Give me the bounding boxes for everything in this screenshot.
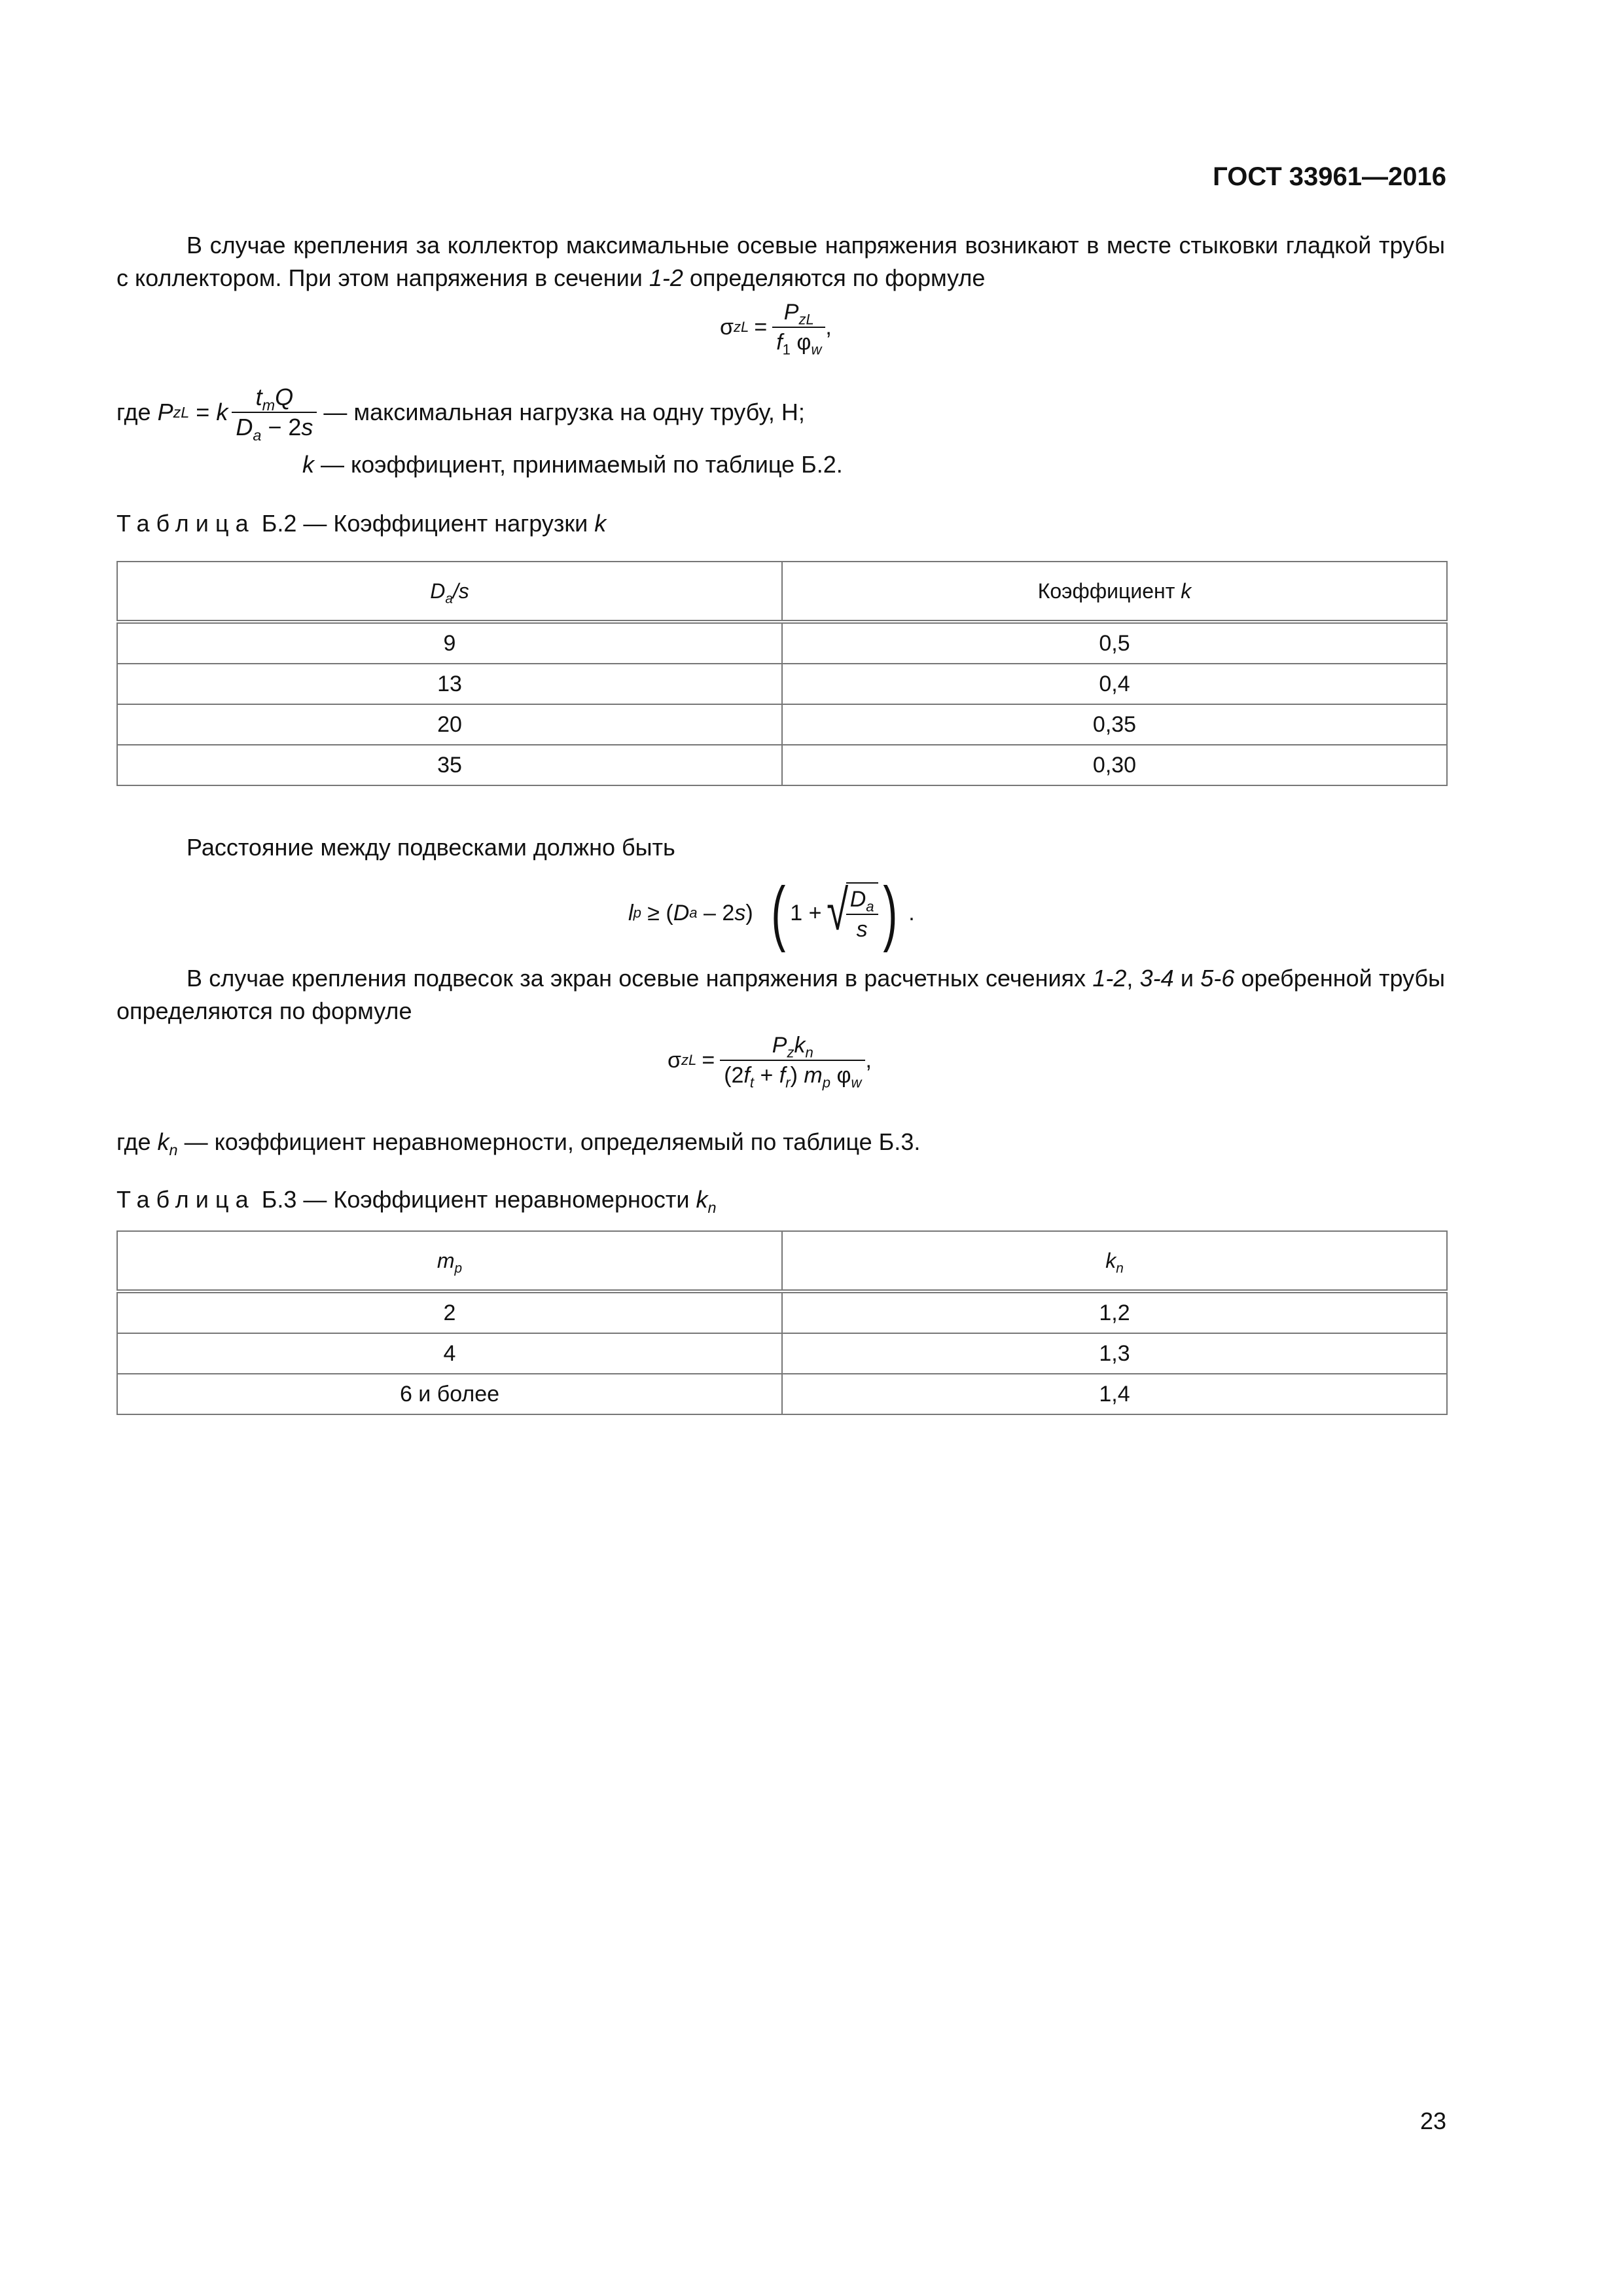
column-header-da-s: $D_a/s$: [117, 562, 782, 622]
table-row: 35 0,30: [117, 745, 1447, 785]
section-ref: 1-2: [649, 264, 683, 291]
table-row: 6 и более 1,4: [117, 1374, 1447, 1414]
page-number: 23: [1419, 2108, 1446, 2134]
paragraph-collector-stress: В случае крепления за коллектор максимальные осевые напряжения возникают в месте стыковки гладкой трубы с коллектором. При этом напряжения в сечении 1-2 определяются по формуле: [116, 232, 1445, 291]
document-header: ГОСТ 33961—2016: [1213, 162, 1446, 191]
table-row: 2 1,2: [117, 1291, 1447, 1333]
definition-p-zl: где P zL = k $\frac{t_mQ}{D_a - 2s}$ — максимальная нагрузка на одну трубу, Н;: [116, 384, 805, 444]
column-header-coefficient-k: Коэффициент k: [782, 562, 1447, 622]
column-header-mp: $m_p$: [117, 1231, 782, 1291]
fraction: $\frac{D_a}{s}$: [846, 885, 878, 944]
table-header-row: [117, 1231, 1447, 1291]
table-b2: [116, 561, 1448, 786]
column-header-kn: $k_n$: [782, 1231, 1447, 1291]
table-b3-caption: Таблица Б.3 — Коэффициент неравномерности $k_n$: [116, 1186, 717, 1217]
paragraph-hanger-spacing: Расстояние между подвесками должно быть: [187, 834, 675, 861]
definition-kn: где $k_n$ — коэффициент неравномерности, определяемый по таблице Б.3.: [116, 1128, 921, 1159]
table-b3: [116, 1230, 1448, 1415]
formula-sigma-zl-2: σ zL = $\frac{P_zk_n}{(2f_t + f_r) m_p \varphi_w}$ ,: [668, 1031, 872, 1090]
fraction: $\frac{t_mQ}{D_a - 2s}$: [232, 383, 317, 442]
table-row: 13 0,4: [117, 664, 1447, 704]
table-row: 20 0,35: [117, 704, 1447, 745]
formula-sigma-zl-1: σ zL = $\frac{P_{zL}}{f_1 \varphi_w}$ ,: [720, 298, 832, 357]
fraction: $\frac{P_zk_n}{(2f_t + f_r) m_p \varphi_w}$: [720, 1031, 865, 1090]
square-root: √ $\frac{D_a}{s}$: [822, 882, 878, 944]
definition-k: k — коэффициент, принимаемый по таблице Б.2.: [302, 451, 843, 478]
table-header-row: [117, 562, 1447, 622]
table-row: 4 1,3: [117, 1333, 1447, 1374]
table-b2-caption: Таблица Б.2 — Коэффициент нагрузки k: [116, 510, 607, 537]
fraction: $\frac{P_{zL}}{f_1 \varphi_w}$: [772, 298, 825, 357]
paragraph-screen-stress: В случае крепления подвесок за экран осевые напряжения в расчетных сечениях 1-2, 3-4 и 5-6 оребренной трубы определяются по формуле: [116, 965, 1445, 1024]
table-row: 9 0,5: [117, 622, 1447, 664]
formula-hanger-spacing: l p ≥ ( D a – 2 s ) ( 1 + √ $\frac{D_a}{s}$ ) .: [628, 872, 915, 953]
